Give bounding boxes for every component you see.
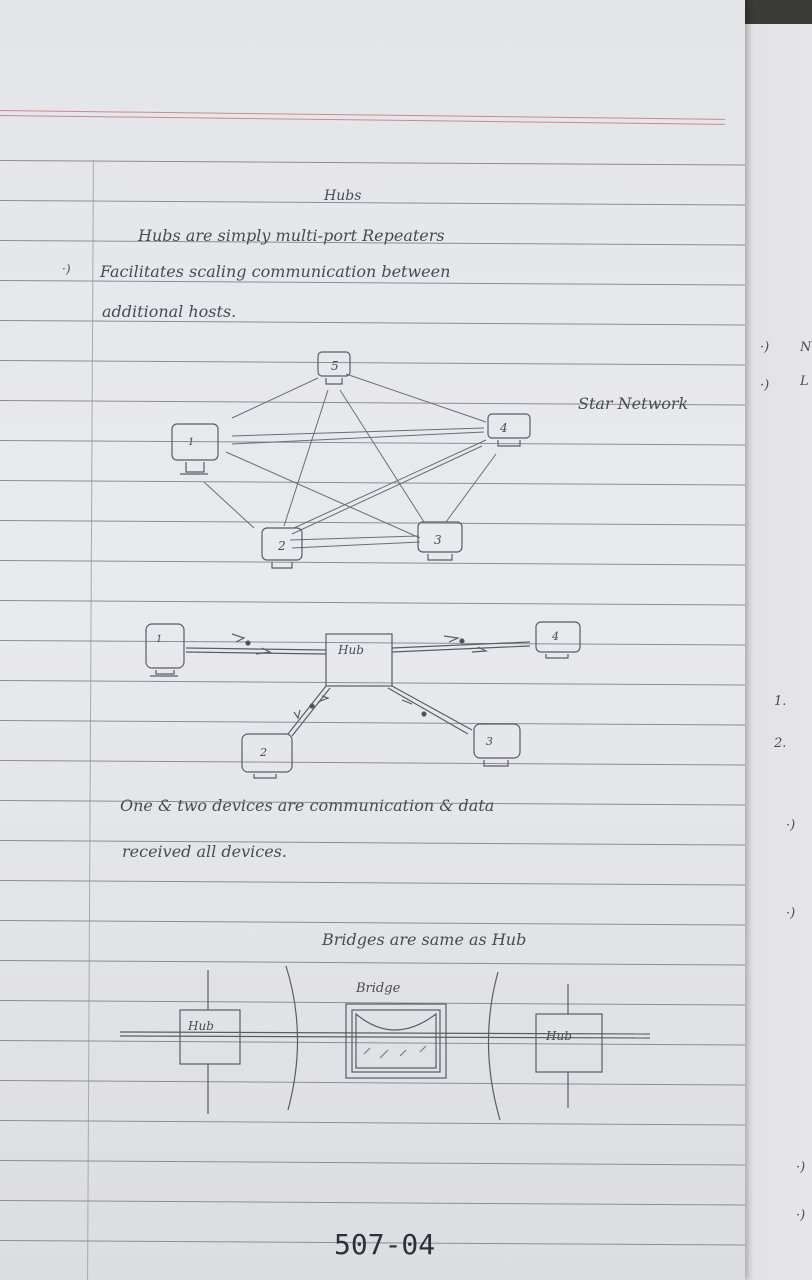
note-line-1: One & two devices are communication & data <box>120 796 495 815</box>
hub-node-3: 3 <box>486 735 493 748</box>
bridge-label: Bridge <box>356 981 401 996</box>
ruled-line <box>0 760 745 766</box>
ruled-line <box>0 560 745 566</box>
page-heading: Hubs <box>324 188 362 204</box>
ruled-line <box>0 160 745 166</box>
note-line-2: received all devices. <box>122 842 287 861</box>
ruled-line <box>0 1200 745 1206</box>
page-number: 507-04 <box>334 1228 436 1261</box>
ruled-line <box>0 1040 745 1046</box>
bridge-right-hub-label: Hub <box>546 1029 572 1043</box>
next-page-bullet-4: ·) <box>786 906 796 921</box>
ruled-line <box>0 880 745 886</box>
hub-node-1: 1 <box>156 634 163 645</box>
next-page-fragment-2: L <box>800 374 809 389</box>
ruled-line <box>0 1160 745 1166</box>
hub-node-4: 4 <box>552 630 559 643</box>
ruled-line <box>0 440 745 446</box>
star-node-4: 4 <box>500 421 508 435</box>
ruled-line <box>0 1120 745 1126</box>
ruled-line <box>0 840 745 846</box>
star-network-label: Star Network <box>578 394 689 413</box>
next-page-number-2: 2. <box>774 736 787 751</box>
hub-node-2: 2 <box>260 746 267 759</box>
ruled-line <box>0 1080 745 1086</box>
hub-label: Hub <box>338 643 364 657</box>
star-node-2: 2 <box>278 539 286 553</box>
next-page-bullet-5: ·) <box>796 1160 806 1175</box>
next-page-number-1: 1. <box>774 694 787 709</box>
ruled-line <box>0 600 745 606</box>
header-red-rule-1 <box>0 110 725 120</box>
bridge-section-title: Bridges are same as Hub <box>322 930 527 949</box>
definition-line: Hubs are simply multi-port Repeaters <box>138 226 445 245</box>
bridge-left-hub-label: Hub <box>188 1019 214 1033</box>
next-page-bullet-6: ·) <box>796 1208 806 1223</box>
ruled-line <box>0 1000 745 1006</box>
header-red-rule-2 <box>0 115 725 125</box>
ruled-line <box>0 720 745 726</box>
ruled-line <box>0 960 745 966</box>
bullet-marker: ·) <box>62 262 71 276</box>
ruled-line <box>0 640 745 646</box>
star-node-5: 5 <box>331 359 339 373</box>
ruled-line <box>0 520 745 526</box>
ruled-line <box>0 680 745 686</box>
ruled-line <box>0 200 745 206</box>
ruled-line <box>0 920 745 926</box>
next-page-bullet-1: ·) <box>760 340 770 355</box>
ruled-line <box>0 480 745 486</box>
next-page-fragment-1: N <box>800 340 812 355</box>
bullet-text: Facilitates scaling communication between <box>100 262 451 281</box>
star-node-3: 3 <box>434 533 442 547</box>
ruled-line <box>0 360 745 366</box>
next-page-bullet-2: ·) <box>760 378 770 393</box>
bullet-text-continued: additional hosts. <box>102 302 237 321</box>
star-node-1: 1 <box>188 437 195 448</box>
next-page-bullet-3: ·) <box>786 818 796 833</box>
